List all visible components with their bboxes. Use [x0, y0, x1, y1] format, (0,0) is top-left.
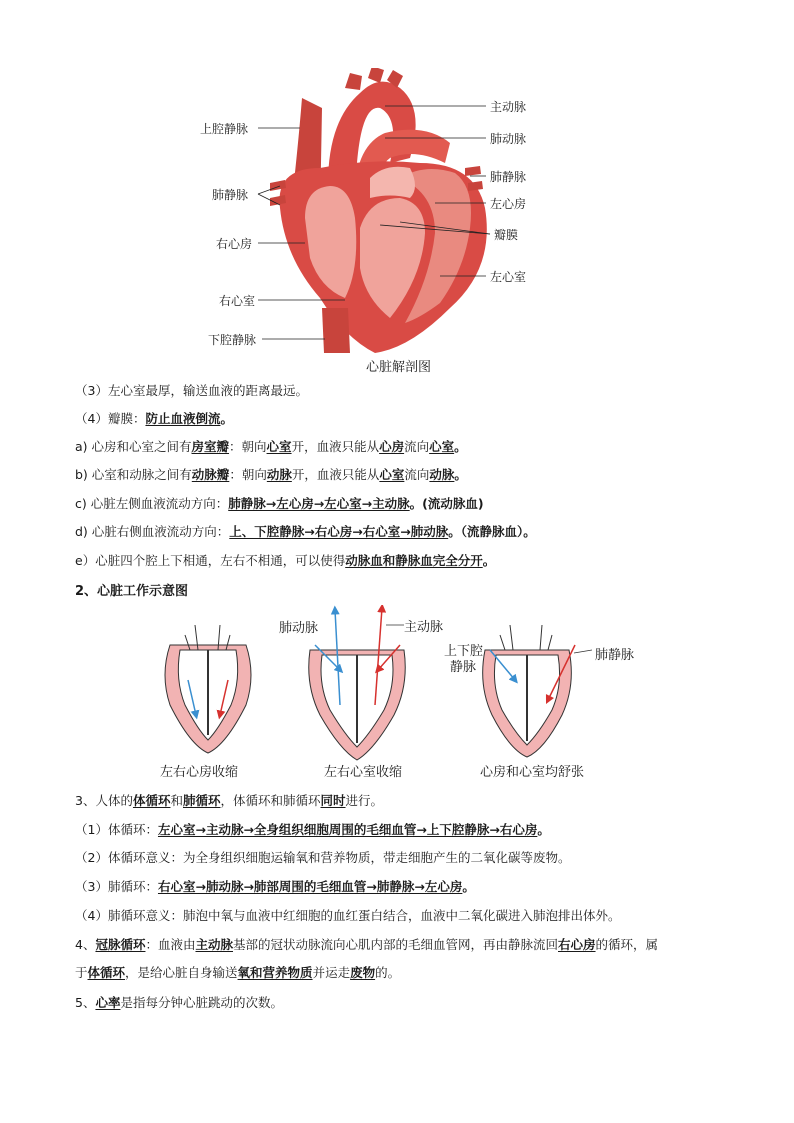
note-a-k4: 心室 — [429, 439, 455, 454]
note-a-t2: ：朝向 — [229, 439, 267, 454]
diagram-caption-2: 左右心室收缩 — [324, 765, 403, 780]
s3-l1-prefix: （1）体循环： — [75, 822, 158, 837]
label-right-ventricle: 右心室 — [219, 294, 256, 308]
s3-l3-prefix: （3）肺循环： — [75, 879, 158, 894]
section3-line3 — [75, 877, 475, 895]
note-e-k1: 动脉血和静脉血完全分开 — [345, 553, 483, 568]
diagram-label-vena-cava-1: 上下腔 — [444, 644, 484, 659]
s3-l1-key: 左心室→主动脉→全身组织细胞周围的毛细血管→上下腔静脉→右心房 — [157, 822, 538, 837]
s4-t8: 的。 — [375, 965, 401, 980]
note-b-k4: 动脉 — [429, 467, 455, 482]
s3-t3: ，体循环和肺循环 — [220, 793, 321, 808]
note-b-t1: b) 心室和动脉之间有 — [75, 467, 192, 482]
s4-k2: 主动脉 — [195, 937, 233, 952]
s4-k3: 右心房 — [558, 937, 596, 952]
section5-line — [75, 993, 283, 1011]
note-a-k2: 心室 — [266, 439, 292, 454]
note-p4-prefix: （4）瓣膜： — [75, 411, 146, 426]
s4-t5: 于 — [75, 965, 88, 980]
label-left-ventricle: 左心室 — [490, 270, 527, 284]
diagram-label-pulmonary-artery: 肺动脉 — [279, 621, 319, 636]
section3-line1 — [75, 820, 550, 838]
s4-k4: 体循环 — [87, 965, 126, 980]
section2-title: 2、心脏工作示意图 — [75, 584, 189, 599]
note-d-k1: 上、下腔静脉→右心房→右心室→肺动脉 — [229, 524, 449, 539]
s4-t1: 4、 — [75, 937, 96, 952]
section4-line2 — [75, 963, 400, 981]
note-b-t4: 流向 — [404, 467, 430, 482]
note-p4-key: 防止血液倒流 — [145, 411, 221, 426]
section3-line2: （2）体循环意义：为全身组织细胞运输氧和营养物质，带走细胞产生的二氧化碳等废物。 — [75, 850, 571, 865]
note-a-t4: 流向 — [404, 439, 430, 454]
note-d-t1: d) 心脏右侧血液流动方向： — [75, 524, 230, 539]
s4-t7: 并运走 — [312, 965, 351, 980]
note-d-t2: 。（流静脉血）。 — [448, 524, 536, 539]
note-a-t5: 。 — [454, 439, 467, 454]
s4-k5: 氧和营养物质 — [237, 965, 313, 980]
note-a-t3: 开，血液只能从 — [291, 439, 380, 454]
note-p4-end: 。 — [220, 411, 233, 426]
s5-k1: 心率 — [95, 995, 121, 1010]
diagram-both-relax — [483, 625, 575, 757]
label-superior-vena-cava: 上腔静脉 — [200, 122, 249, 136]
diagram-ventricles-contract — [309, 608, 406, 760]
note-p4 — [75, 409, 233, 427]
heart-label-leader-lines — [0, 0, 794, 400]
note-b-t2: ：朝向 — [229, 467, 267, 482]
s3-k1: 体循环 — [132, 793, 171, 808]
s4-t4: 的循环，属 — [595, 937, 659, 952]
label-right-atrium: 右心房 — [216, 237, 253, 251]
s3-t2: 和 — [170, 793, 183, 808]
note-a-k3: 心房 — [379, 439, 405, 454]
diagram-label-pulmonary-vein: 肺静脉 — [595, 648, 635, 663]
note-e-t1: e）心脏四个腔上下相通，左右不相通，可以使得 — [75, 553, 346, 568]
note-p3: （3）左心室最厚，输送血液的距离最远。 — [75, 383, 308, 398]
s4-k6: 废物 — [350, 965, 376, 980]
s3-k3: 同时 — [320, 793, 346, 808]
note-a — [75, 437, 467, 455]
label-pulmonary-artery: 肺动脉 — [490, 132, 527, 146]
s4-t6: ，是给心脏自身输送 — [125, 965, 238, 980]
section4-line1 — [75, 935, 658, 953]
s3-l3-end: 。 — [462, 879, 475, 894]
diagram-caption-1: 左右心房收缩 — [160, 765, 239, 780]
section3-intro — [75, 791, 383, 809]
label-left-atrium: 左心房 — [490, 197, 527, 211]
s4-t3: 基部的冠状动脉流向心肌内部的毛细血管网，再由静脉流回 — [233, 937, 559, 952]
note-b-k2: 动脉 — [266, 467, 292, 482]
note-c-t2: 。(流动脉血) — [409, 496, 484, 511]
diagram-caption-3: 心房和心室均舒张 — [480, 765, 585, 780]
note-c-k1: 肺静脉→左心房→左心室→主动脉 — [228, 496, 410, 511]
diagram-atria-contract — [165, 625, 251, 753]
note-b-t5: 。 — [454, 467, 467, 482]
note-b-t3: 开，血液只能从 — [291, 467, 380, 482]
diagram-label-vena-cava-2: 静脉 — [450, 660, 477, 675]
note-d — [75, 522, 536, 540]
label-inferior-vena-cava: 下腔静脉 — [208, 333, 257, 347]
diagram-label-aorta: 主动脉 — [404, 620, 444, 635]
s5-t2: 是指每分钟心脏跳动的次数。 — [120, 995, 283, 1010]
s5-t1: 5、 — [75, 995, 96, 1010]
s3-t1: 3、人体的 — [75, 793, 133, 808]
s3-k2: 肺循环 — [182, 793, 221, 808]
note-a-k1: 房室瓣 — [191, 439, 230, 454]
note-c — [75, 494, 484, 512]
label-valve: 瓣膜 — [494, 228, 519, 242]
section3-line4: （4）肺循环意义：肺泡中氧与血液中红细胞的血红蛋白结合，血液中二氧化碳进入肺泡排出体外。 — [75, 908, 621, 923]
heart-figure-caption: 心脏解剖图 — [366, 360, 432, 375]
note-b-k1: 动脉瓣 — [191, 467, 230, 482]
note-e — [75, 551, 495, 569]
note-c-t1: c) 心脏左侧血液流动方向： — [75, 496, 229, 511]
note-a-t1: a) 心房和心室之间有 — [75, 439, 192, 454]
note-e-t2: 。 — [482, 553, 496, 568]
s4-t2: ：血液由 — [145, 937, 196, 952]
note-b — [75, 465, 467, 483]
s3-l3-key: 右心室→肺动脉→肺部周围的毛细血管→肺静脉→左心房 — [157, 879, 463, 894]
s3-t4: 进行。 — [345, 793, 384, 808]
s3-l1-end: 。 — [537, 822, 550, 837]
label-pulmonary-vein-left: 肺静脉 — [212, 188, 249, 202]
s4-k1: 冠脉循环 — [95, 937, 146, 952]
label-aorta: 主动脉 — [490, 100, 527, 114]
note-b-k3: 心室 — [379, 467, 405, 482]
label-pulmonary-vein-right: 肺静脉 — [490, 170, 527, 184]
